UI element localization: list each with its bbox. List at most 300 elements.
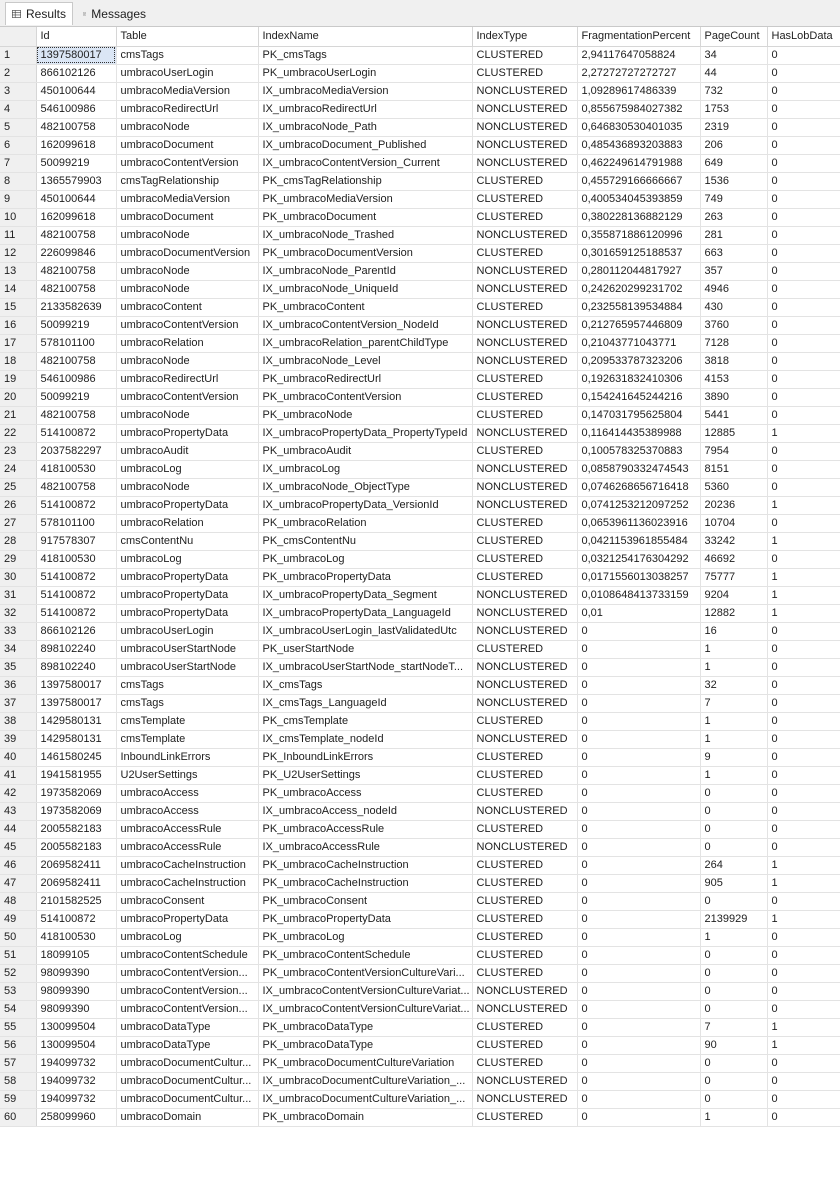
has-lob-data-cell[interactable]: 0 (767, 748, 840, 766)
index-type-cell[interactable]: CLUSTERED (472, 910, 577, 928)
row-number[interactable]: 56 (0, 1036, 36, 1054)
index-type-cell[interactable]: CLUSTERED (472, 514, 577, 532)
table-cell[interactable]: umbracoDocumentCultur... (116, 1090, 258, 1108)
id-cell[interactable]: 418100530 (36, 460, 116, 478)
table-cell[interactable]: umbracoUserLogin (116, 622, 258, 640)
index-name-cell[interactable]: IX_umbracoNode_UniqueId (258, 280, 472, 298)
table-cell[interactable]: umbracoPropertyData (116, 604, 258, 622)
page-count-cell[interactable]: 649 (700, 154, 767, 172)
id-cell[interactable]: 1461580245 (36, 748, 116, 766)
index-name-cell[interactable]: PK_InboundLinkErrors (258, 748, 472, 766)
index-name-cell[interactable]: IX_umbracoPropertyData_LanguageId (258, 604, 472, 622)
has-lob-data-cell[interactable]: 1 (767, 496, 840, 514)
index-type-cell[interactable]: NONCLUSTERED (472, 496, 577, 514)
index-name-cell[interactable]: PK_userStartNode (258, 640, 472, 658)
table-cell[interactable]: umbracoLog (116, 460, 258, 478)
table-cell[interactable]: umbracoNode (116, 118, 258, 136)
has-lob-data-cell[interactable]: 0 (767, 550, 840, 568)
table-cell[interactable]: umbracoDomain (116, 1108, 258, 1126)
has-lob-data-cell[interactable]: 0 (767, 208, 840, 226)
index-name-cell[interactable]: PK_umbracoConsent (258, 892, 472, 910)
index-name-cell[interactable]: PK_U2UserSettings (258, 766, 472, 784)
table-cell[interactable]: umbracoDataType (116, 1018, 258, 1036)
index-name-cell[interactable]: IX_umbracoUserLogin_lastValidatedUtc (258, 622, 472, 640)
has-lob-data-cell[interactable]: 0 (767, 334, 840, 352)
index-type-cell[interactable]: NONCLUSTERED (472, 316, 577, 334)
id-cell[interactable]: 1365579903 (36, 172, 116, 190)
id-cell[interactable]: 162099618 (36, 136, 116, 154)
table-cell[interactable]: umbracoContentVersion (116, 154, 258, 172)
table-row[interactable] (0, 226, 840, 244)
fragmentation-cell[interactable]: 0 (577, 694, 700, 712)
page-count-cell[interactable]: 663 (700, 244, 767, 262)
index-type-cell[interactable]: CLUSTERED (472, 190, 577, 208)
fragmentation-cell[interactable]: 0,400534045393859 (577, 190, 700, 208)
id-cell[interactable]: 2069582411 (36, 874, 116, 892)
row-number[interactable]: 32 (0, 604, 36, 622)
has-lob-data-cell[interactable]: 0 (767, 100, 840, 118)
has-lob-data-cell[interactable]: 0 (767, 928, 840, 946)
table-row[interactable] (0, 532, 840, 550)
table-row[interactable] (0, 550, 840, 568)
has-lob-data-cell[interactable]: 0 (767, 892, 840, 910)
index-type-cell[interactable]: NONCLUSTERED (472, 838, 577, 856)
page-count-cell[interactable]: 20236 (700, 496, 767, 514)
fragmentation-cell[interactable]: 0,280112044817927 (577, 262, 700, 280)
page-count-cell[interactable]: 0 (700, 1090, 767, 1108)
id-cell[interactable]: 18099105 (36, 946, 116, 964)
fragmentation-cell[interactable]: 0 (577, 784, 700, 802)
id-cell[interactable]: 1941581955 (36, 766, 116, 784)
table-cell[interactable]: umbracoDocument (116, 208, 258, 226)
page-count-cell[interactable]: 1 (700, 766, 767, 784)
table-cell[interactable]: umbracoContentVersion (116, 316, 258, 334)
fragmentation-cell[interactable]: 0,242620299231702 (577, 280, 700, 298)
index-name-cell[interactable]: IX_cmsTags_LanguageId (258, 694, 472, 712)
fragmentation-cell[interactable]: 1,09289617486339 (577, 82, 700, 100)
column-header[interactable]: IndexType (472, 27, 577, 46)
has-lob-data-cell[interactable]: 0 (767, 1108, 840, 1126)
row-number[interactable]: 2 (0, 64, 36, 82)
has-lob-data-cell[interactable]: 0 (767, 298, 840, 316)
row-number[interactable]: 6 (0, 136, 36, 154)
row-number[interactable]: 28 (0, 532, 36, 550)
table-row[interactable] (0, 172, 840, 190)
page-count-cell[interactable]: 32 (700, 676, 767, 694)
table-cell[interactable]: umbracoContentVersion... (116, 1000, 258, 1018)
fragmentation-cell[interactable]: 2,94117647058824 (577, 46, 700, 64)
row-number[interactable]: 14 (0, 280, 36, 298)
page-count-cell[interactable]: 3818 (700, 352, 767, 370)
fragmentation-cell[interactable]: 0 (577, 748, 700, 766)
has-lob-data-cell[interactable]: 0 (767, 982, 840, 1000)
table-row[interactable] (0, 802, 840, 820)
table-cell[interactable]: umbracoUserStartNode (116, 640, 258, 658)
fragmentation-cell[interactable]: 0 (577, 820, 700, 838)
fragmentation-cell[interactable]: 0,485436893203883 (577, 136, 700, 154)
table-row[interactable] (0, 982, 840, 1000)
id-cell[interactable]: 450100644 (36, 82, 116, 100)
index-name-cell[interactable]: IX_umbracoNode_Trashed (258, 226, 472, 244)
index-type-cell[interactable]: CLUSTERED (472, 784, 577, 802)
id-cell[interactable]: 226099846 (36, 244, 116, 262)
table-cell[interactable]: cmsContentNu (116, 532, 258, 550)
table-cell[interactable]: cmsTagRelationship (116, 172, 258, 190)
row-number[interactable]: 3 (0, 82, 36, 100)
index-name-cell[interactable]: PK_umbracoDocument (258, 208, 472, 226)
page-count-cell[interactable]: 4946 (700, 280, 767, 298)
id-cell[interactable]: 514100872 (36, 496, 116, 514)
tab-messages[interactable] (77, 2, 152, 25)
index-name-cell[interactable]: IX_umbracoUserStartNode_startNodeT... (258, 658, 472, 676)
has-lob-data-cell[interactable]: 1 (767, 1018, 840, 1036)
table-row[interactable] (0, 298, 840, 316)
row-number[interactable]: 19 (0, 370, 36, 388)
index-name-cell[interactable]: PK_umbracoLog (258, 550, 472, 568)
id-cell[interactable]: 546100986 (36, 370, 116, 388)
table-cell[interactable]: umbracoAccess (116, 784, 258, 802)
table-row[interactable] (0, 730, 840, 748)
table-row[interactable] (0, 280, 840, 298)
row-number[interactable]: 12 (0, 244, 36, 262)
index-name-cell[interactable]: PK_umbracoContent (258, 298, 472, 316)
has-lob-data-cell[interactable]: 0 (767, 118, 840, 136)
table-row[interactable] (0, 622, 840, 640)
table-cell[interactable]: umbracoAccessRule (116, 820, 258, 838)
has-lob-data-cell[interactable]: 0 (767, 640, 840, 658)
fragmentation-cell[interactable]: 0 (577, 766, 700, 784)
table-row[interactable] (0, 784, 840, 802)
page-count-cell[interactable]: 430 (700, 298, 767, 316)
has-lob-data-cell[interactable]: 0 (767, 280, 840, 298)
has-lob-data-cell[interactable]: 0 (767, 442, 840, 460)
table-cell[interactable]: umbracoContentVersion... (116, 982, 258, 1000)
row-number[interactable]: 5 (0, 118, 36, 136)
page-count-cell[interactable]: 1 (700, 712, 767, 730)
id-cell[interactable]: 194099732 (36, 1054, 116, 1072)
id-cell[interactable]: 514100872 (36, 424, 116, 442)
table-row[interactable] (0, 370, 840, 388)
has-lob-data-cell[interactable]: 0 (767, 388, 840, 406)
index-name-cell[interactable]: IX_umbracoAccess_nodeId (258, 802, 472, 820)
has-lob-data-cell[interactable]: 1 (767, 874, 840, 892)
table-cell[interactable]: umbracoPropertyData (116, 496, 258, 514)
page-count-cell[interactable]: 10704 (700, 514, 767, 532)
index-name-cell[interactable]: PK_umbracoDocumentCultureVariation (258, 1054, 472, 1072)
index-type-cell[interactable]: CLUSTERED (472, 874, 577, 892)
has-lob-data-cell[interactable]: 0 (767, 514, 840, 532)
table-cell[interactable]: umbracoLog (116, 928, 258, 946)
table-row[interactable] (0, 856, 840, 874)
column-header[interactable]: PageCount (700, 27, 767, 46)
index-type-cell[interactable]: CLUSTERED (472, 892, 577, 910)
has-lob-data-cell[interactable]: 0 (767, 694, 840, 712)
has-lob-data-cell[interactable]: 0 (767, 370, 840, 388)
table-cell[interactable]: umbracoUserStartNode (116, 658, 258, 676)
table-row[interactable] (0, 946, 840, 964)
index-type-cell[interactable]: CLUSTERED (472, 1054, 577, 1072)
row-number[interactable]: 7 (0, 154, 36, 172)
row-number[interactable]: 15 (0, 298, 36, 316)
fragmentation-cell[interactable]: 0,0171556013038257 (577, 568, 700, 586)
row-number[interactable]: 50 (0, 928, 36, 946)
id-cell[interactable]: 1397580017 (36, 46, 116, 64)
table-cell[interactable]: umbracoNode (116, 478, 258, 496)
table-row[interactable] (0, 424, 840, 442)
index-name-cell[interactable]: PK_umbracoCacheInstruction (258, 874, 472, 892)
fragmentation-cell[interactable]: 0,154241645244216 (577, 388, 700, 406)
fragmentation-cell[interactable]: 0 (577, 1054, 700, 1072)
index-type-cell[interactable]: NONCLUSTERED (472, 424, 577, 442)
index-name-cell[interactable]: PK_umbracoDomain (258, 1108, 472, 1126)
table-row[interactable] (0, 100, 840, 118)
table-row[interactable] (0, 1054, 840, 1072)
table-row[interactable] (0, 640, 840, 658)
column-header[interactable]: Id (36, 27, 116, 46)
id-cell[interactable]: 50099219 (36, 388, 116, 406)
id-cell[interactable]: 2037582297 (36, 442, 116, 460)
table-row[interactable] (0, 928, 840, 946)
page-count-cell[interactable]: 2139929 (700, 910, 767, 928)
index-name-cell[interactable]: PK_umbracoContentVersionCultureVari... (258, 964, 472, 982)
index-type-cell[interactable]: CLUSTERED (472, 712, 577, 730)
index-type-cell[interactable]: CLUSTERED (472, 748, 577, 766)
table-row[interactable] (0, 766, 840, 784)
index-name-cell[interactable]: IX_umbracoContentVersionCultureVariat... (258, 982, 472, 1000)
row-number[interactable]: 24 (0, 460, 36, 478)
id-cell[interactable]: 866102126 (36, 622, 116, 640)
row-number[interactable]: 44 (0, 820, 36, 838)
index-type-cell[interactable]: CLUSTERED (472, 1108, 577, 1126)
table-cell[interactable]: umbracoLog (116, 550, 258, 568)
index-name-cell[interactable]: IX_umbracoNode_Level (258, 352, 472, 370)
fragmentation-cell[interactable]: 0,116414435389988 (577, 424, 700, 442)
id-cell[interactable]: 98099390 (36, 964, 116, 982)
page-count-cell[interactable]: 8151 (700, 460, 767, 478)
has-lob-data-cell[interactable]: 0 (767, 244, 840, 262)
has-lob-data-cell[interactable]: 0 (767, 784, 840, 802)
table-row[interactable] (0, 46, 840, 64)
id-cell[interactable]: 194099732 (36, 1090, 116, 1108)
has-lob-data-cell[interactable]: 0 (767, 676, 840, 694)
id-cell[interactable]: 546100986 (36, 100, 116, 118)
table-row[interactable] (0, 748, 840, 766)
index-name-cell[interactable]: PK_umbracoAccess (258, 784, 472, 802)
page-count-cell[interactable]: 44 (700, 64, 767, 82)
table-row[interactable] (0, 514, 840, 532)
row-number[interactable]: 1 (0, 46, 36, 64)
id-cell[interactable]: 162099618 (36, 208, 116, 226)
index-type-cell[interactable]: NONCLUSTERED (472, 118, 577, 136)
row-number[interactable]: 37 (0, 694, 36, 712)
table-cell[interactable]: umbracoRelation (116, 334, 258, 352)
table-cell[interactable]: umbracoContent (116, 298, 258, 316)
index-name-cell[interactable]: PK_cmsTemplate (258, 712, 472, 730)
index-name-cell[interactable]: PK_cmsTags (258, 46, 472, 64)
has-lob-data-cell[interactable]: 0 (767, 1054, 840, 1072)
table-cell[interactable]: umbracoNode (116, 262, 258, 280)
page-count-cell[interactable]: 75777 (700, 568, 767, 586)
table-cell[interactable]: umbracoDocumentVersion (116, 244, 258, 262)
has-lob-data-cell[interactable]: 1 (767, 604, 840, 622)
fragmentation-cell[interactable]: 0,0741253212097252 (577, 496, 700, 514)
table-row[interactable] (0, 586, 840, 604)
has-lob-data-cell[interactable]: 0 (767, 190, 840, 208)
fragmentation-cell[interactable]: 0,0653961136023916 (577, 514, 700, 532)
row-number[interactable]: 9 (0, 190, 36, 208)
fragmentation-cell[interactable]: 0,212765957446809 (577, 316, 700, 334)
table-row[interactable] (0, 874, 840, 892)
row-number[interactable]: 13 (0, 262, 36, 280)
index-type-cell[interactable]: NONCLUSTERED (472, 226, 577, 244)
table-row[interactable] (0, 406, 840, 424)
fragmentation-cell[interactable]: 0,380228136882129 (577, 208, 700, 226)
page-count-cell[interactable]: 0 (700, 802, 767, 820)
table-row[interactable] (0, 1000, 840, 1018)
has-lob-data-cell[interactable]: 1 (767, 532, 840, 550)
has-lob-data-cell[interactable]: 1 (767, 424, 840, 442)
index-type-cell[interactable]: CLUSTERED (472, 244, 577, 262)
index-type-cell[interactable]: CLUSTERED (472, 370, 577, 388)
page-count-cell[interactable]: 3760 (700, 316, 767, 334)
fragmentation-cell[interactable]: 0,0321254176304292 (577, 550, 700, 568)
page-count-cell[interactable]: 0 (700, 1000, 767, 1018)
fragmentation-cell[interactable]: 0,855675984027382 (577, 100, 700, 118)
page-count-cell[interactable]: 7128 (700, 334, 767, 352)
index-type-cell[interactable]: NONCLUSTERED (472, 676, 577, 694)
id-cell[interactable]: 898102240 (36, 658, 116, 676)
table-row[interactable] (0, 964, 840, 982)
table-cell[interactable]: umbracoCacheInstruction (116, 874, 258, 892)
table-row[interactable] (0, 262, 840, 280)
id-cell[interactable]: 482100758 (36, 478, 116, 496)
row-number[interactable]: 38 (0, 712, 36, 730)
id-cell[interactable]: 50099219 (36, 316, 116, 334)
has-lob-data-cell[interactable]: 0 (767, 1090, 840, 1108)
table-cell[interactable]: umbracoDocument (116, 136, 258, 154)
has-lob-data-cell[interactable]: 0 (767, 946, 840, 964)
index-type-cell[interactable]: NONCLUSTERED (472, 136, 577, 154)
index-type-cell[interactable]: CLUSTERED (472, 46, 577, 64)
has-lob-data-cell[interactable]: 0 (767, 82, 840, 100)
index-type-cell[interactable]: NONCLUSTERED (472, 478, 577, 496)
index-name-cell[interactable]: IX_umbracoNode_ObjectType (258, 478, 472, 496)
index-type-cell[interactable]: NONCLUSTERED (472, 694, 577, 712)
table-row[interactable] (0, 1036, 840, 1054)
table-row[interactable] (0, 478, 840, 496)
table-row[interactable] (0, 1090, 840, 1108)
id-cell[interactable]: 1973582069 (36, 784, 116, 802)
row-number[interactable]: 41 (0, 766, 36, 784)
column-header[interactable]: FragmentationPercent (577, 27, 700, 46)
index-name-cell[interactable]: PK_umbracoContentSchedule (258, 946, 472, 964)
row-number[interactable]: 54 (0, 1000, 36, 1018)
index-type-cell[interactable]: CLUSTERED (472, 1036, 577, 1054)
fragmentation-cell[interactable]: 0 (577, 676, 700, 694)
row-number[interactable]: 33 (0, 622, 36, 640)
index-type-cell[interactable]: CLUSTERED (472, 388, 577, 406)
row-number[interactable]: 43 (0, 802, 36, 820)
index-name-cell[interactable]: IX_umbracoDocument_Published (258, 136, 472, 154)
fragmentation-cell[interactable]: 0 (577, 640, 700, 658)
index-name-cell[interactable]: PK_umbracoDocumentVersion (258, 244, 472, 262)
fragmentation-cell[interactable]: 0 (577, 982, 700, 1000)
fragmentation-cell[interactable]: 0,0746268656716418 (577, 478, 700, 496)
index-name-cell[interactable]: IX_umbracoPropertyData_VersionId (258, 496, 472, 514)
table-cell[interactable]: umbracoRelation (116, 514, 258, 532)
table-cell[interactable]: umbracoAccess (116, 802, 258, 820)
id-cell[interactable]: 2005582183 (36, 838, 116, 856)
table-row[interactable] (0, 334, 840, 352)
table-row[interactable] (0, 712, 840, 730)
id-cell[interactable]: 130099504 (36, 1036, 116, 1054)
row-number[interactable]: 42 (0, 784, 36, 802)
page-count-cell[interactable]: 7 (700, 694, 767, 712)
table-row[interactable] (0, 496, 840, 514)
row-number[interactable]: 46 (0, 856, 36, 874)
page-count-cell[interactable]: 46692 (700, 550, 767, 568)
id-cell[interactable]: 50099219 (36, 154, 116, 172)
has-lob-data-cell[interactable]: 0 (767, 622, 840, 640)
index-type-cell[interactable]: CLUSTERED (472, 928, 577, 946)
index-type-cell[interactable]: CLUSTERED (472, 532, 577, 550)
row-number[interactable]: 58 (0, 1072, 36, 1090)
row-number[interactable]: 52 (0, 964, 36, 982)
id-cell[interactable]: 98099390 (36, 1000, 116, 1018)
table-cell[interactable]: umbracoPropertyData (116, 586, 258, 604)
index-name-cell[interactable]: PK_umbracoUserLogin (258, 64, 472, 82)
id-cell[interactable]: 482100758 (36, 280, 116, 298)
column-header[interactable]: HasLobData (767, 27, 840, 46)
index-name-cell[interactable]: IX_umbracoLog (258, 460, 472, 478)
index-name-cell[interactable]: PK_umbracoRedirectUrl (258, 370, 472, 388)
table-cell[interactable]: cmsTags (116, 46, 258, 64)
page-count-cell[interactable]: 732 (700, 82, 767, 100)
index-type-cell[interactable]: NONCLUSTERED (472, 352, 577, 370)
fragmentation-cell[interactable]: 0 (577, 1000, 700, 1018)
fragmentation-cell[interactable]: 0,232558139534884 (577, 298, 700, 316)
table-row[interactable] (0, 820, 840, 838)
page-count-cell[interactable]: 4153 (700, 370, 767, 388)
has-lob-data-cell[interactable]: 0 (767, 1072, 840, 1090)
table-row[interactable] (0, 910, 840, 928)
index-name-cell[interactable]: PK_umbracoDataType (258, 1036, 472, 1054)
page-count-cell[interactable]: 0 (700, 1072, 767, 1090)
index-type-cell[interactable]: NONCLUSTERED (472, 1090, 577, 1108)
results-grid[interactable] (0, 26, 840, 1188)
fragmentation-cell[interactable]: 0 (577, 1108, 700, 1126)
table-cell[interactable]: umbracoNode (116, 226, 258, 244)
table-row[interactable] (0, 316, 840, 334)
page-count-cell[interactable]: 281 (700, 226, 767, 244)
page-count-cell[interactable]: 12882 (700, 604, 767, 622)
table-cell[interactable]: umbracoAudit (116, 442, 258, 460)
has-lob-data-cell[interactable]: 1 (767, 910, 840, 928)
index-name-cell[interactable]: IX_umbracoPropertyData_PropertyTypeId (258, 424, 472, 442)
page-count-cell[interactable]: 1 (700, 928, 767, 946)
id-cell[interactable]: 482100758 (36, 118, 116, 136)
table-cell[interactable]: umbracoContentVersion... (116, 964, 258, 982)
table-row[interactable] (0, 1018, 840, 1036)
index-type-cell[interactable]: NONCLUSTERED (472, 82, 577, 100)
row-number[interactable]: 20 (0, 388, 36, 406)
table-cell[interactable]: umbracoCacheInstruction (116, 856, 258, 874)
row-number[interactable]: 57 (0, 1054, 36, 1072)
id-cell[interactable]: 482100758 (36, 262, 116, 280)
table-cell[interactable]: umbracoNode (116, 352, 258, 370)
page-count-cell[interactable]: 9204 (700, 586, 767, 604)
has-lob-data-cell[interactable]: 0 (767, 766, 840, 784)
